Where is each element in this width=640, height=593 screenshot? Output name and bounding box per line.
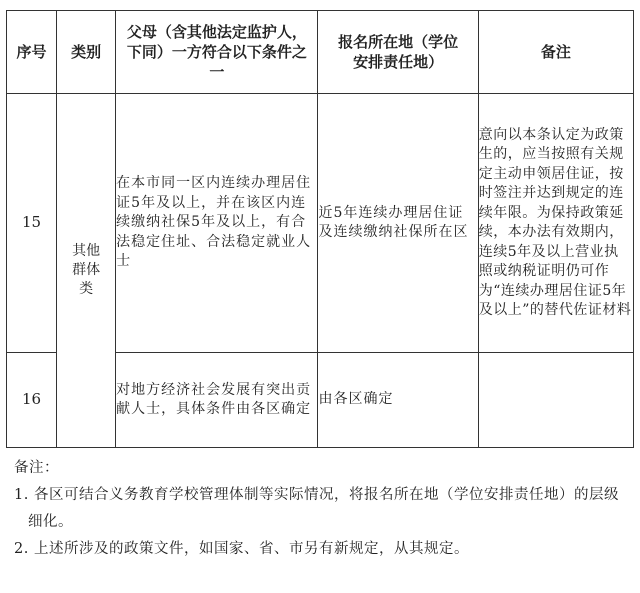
category-cell (57, 94, 116, 448)
policy-table (6, 10, 634, 448)
location-cell: 由各区确定 (318, 353, 478, 448)
condition-cell: 对地方经济社会发展有突出贡献人士，具体条件由各区确定 (116, 353, 318, 448)
header-condition: 父母（含其他法定监护人，下同）一方符合以下条件之一 (116, 11, 318, 94)
header-category: 类别 (57, 11, 116, 94)
header-no: 序号 (7, 11, 57, 94)
remarks-section (14, 455, 630, 563)
table-header-row (7, 11, 634, 94)
row-number: 15 (7, 94, 57, 353)
note-cell (478, 353, 633, 448)
category-label: 其他群体类 (72, 242, 101, 297)
condition-cell: 在本市同一区内连续办理居住证5年及以上，并在该区内连续缴纳社保5年及以上，有合法稳定住址、合法稳定就业人士 (116, 94, 318, 353)
header-note: 备注 (478, 11, 633, 94)
location-cell: 近5年连续办理居住证及连续缴纳社保所在区 (318, 94, 478, 353)
header-location: 报名所在地（学位安排责任地） (318, 11, 478, 94)
row-number: 16 (7, 353, 57, 448)
note-cell: 意向以本条认定为政策生的，应当按照有关规定主动申领居住证，按时签注并达到规定的连续年限。为保持政策延续，本办法有效期内，连续5年及以上营业执照或纳税证明仍可作为“连续办理居住证5年及以上”的替代佐证材料 (478, 94, 633, 353)
remark-item: 1. 各区可结合义务教育学校管理体制等实际情况，将报名所在地（学位安排责任地）的层级细化。 (14, 487, 619, 530)
remark-item: 2. 上述所涉及的政策文件，如国家、省、市另有新规定，从其规定。 (14, 541, 469, 557)
remarks-title: 备注： (14, 460, 59, 476)
table-row (7, 94, 634, 353)
